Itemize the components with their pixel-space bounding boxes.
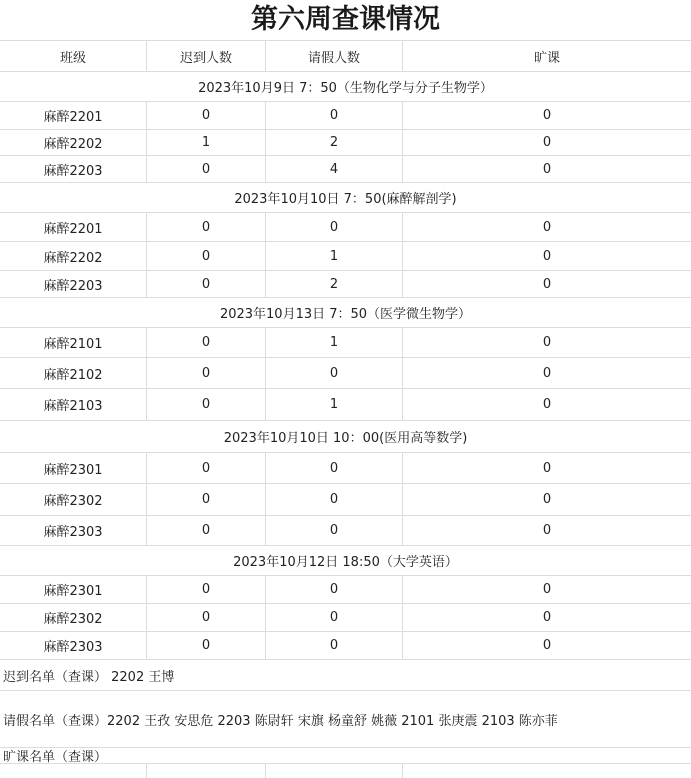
leave-cell: 0 <box>266 453 403 483</box>
section-heading: 2023年10月10日 10：00(医用高等数学) <box>0 421 691 453</box>
absent-cell: 0 <box>542 248 552 264</box>
late-cell: 0 <box>147 242 266 270</box>
class-cell: 麻醉2201 <box>0 102 147 129</box>
absent-cell: 0 <box>542 161 552 177</box>
leave-cell: 1 <box>266 242 403 270</box>
header-row <box>0 41 691 72</box>
leave-cell: 4 <box>266 156 403 182</box>
table-row <box>0 453 691 484</box>
class-cell: 麻醉2303 <box>0 632 147 659</box>
absent-cell: 0 <box>542 365 552 381</box>
section-heading: 2023年10月13日 7：50（医学微生物学） <box>0 298 691 328</box>
absent-cell: 0 <box>542 108 552 123</box>
class-cell: 麻醉2203 <box>0 156 147 182</box>
late-cell: 0 <box>147 453 266 483</box>
empty-cell <box>403 764 691 778</box>
leave-cell: 0 <box>266 213 403 241</box>
leave-cell: 1 <box>266 389 403 420</box>
empty-cell <box>266 764 403 778</box>
absent-cell: 0 <box>542 135 552 150</box>
section-heading: 2023年10月10日 7：50(麻醉解剖学) <box>0 183 691 213</box>
absent-cell: 0 <box>542 335 552 350</box>
header-class: 班级 <box>0 41 147 71</box>
late-cell: 0 <box>147 328 266 357</box>
late-list-note: 迟到名单（查课） 2202 王博 <box>0 660 691 691</box>
class-cell: 麻醉2201 <box>0 213 147 241</box>
late-cell: 0 <box>147 632 266 659</box>
table-row <box>0 328 691 358</box>
leave-list-note: 请假名单（查课）2202 王孜 安思危 2203 陈尉轩 宋旗 杨童舒 姚薇 2101 张庚震 2103 陈亦菲 <box>0 691 691 748</box>
sheet-title: 第六周查课情况 <box>0 0 691 41</box>
table-row <box>0 604 691 632</box>
table-row <box>0 389 691 421</box>
table-row <box>0 271 691 298</box>
late-cell: 1 <box>147 130 266 155</box>
leave-cell: 1 <box>266 328 403 357</box>
class-cell: 麻醉2101 <box>0 328 147 357</box>
table-row <box>0 484 691 516</box>
absent-cell: 0 <box>542 492 552 507</box>
absent-cell: 0 <box>542 523 552 538</box>
late-cell: 0 <box>147 516 266 545</box>
late-cell: 0 <box>147 604 266 631</box>
late-cell: 0 <box>147 576 266 603</box>
leave-cell: 2 <box>266 130 403 155</box>
leave-cell: 0 <box>266 632 403 659</box>
class-cell: 麻醉2203 <box>0 271 147 297</box>
leave-cell: 0 <box>266 484 403 515</box>
class-cell: 麻醉2303 <box>0 516 147 545</box>
class-cell: 麻醉2301 <box>0 576 147 603</box>
leave-cell: 0 <box>266 102 403 129</box>
absent-cell: 0 <box>542 610 552 625</box>
header-absent: 旷课 <box>533 50 560 66</box>
leave-cell: 2 <box>266 271 403 297</box>
leave-cell: 0 <box>266 358 403 388</box>
late-cell: 0 <box>147 389 266 420</box>
header-late: 迟到人数 <box>147 41 266 71</box>
table-row <box>0 130 691 156</box>
absent-cell: 0 <box>542 276 552 292</box>
class-cell: 麻醉2301 <box>0 453 147 483</box>
class-cell: 麻醉2102 <box>0 358 147 388</box>
table-row <box>0 102 691 130</box>
empty-cell <box>147 764 266 778</box>
late-cell: 0 <box>147 213 266 241</box>
empty-cell <box>0 764 147 778</box>
leave-cell: 0 <box>266 516 403 545</box>
section-heading: 2023年10月9日 7：50（生物化学与分子生物学） <box>0 72 691 102</box>
class-cell: 麻醉2202 <box>0 130 147 155</box>
table-row <box>0 358 691 389</box>
table-row <box>0 213 691 242</box>
absent-cell: 0 <box>542 582 552 597</box>
table-row <box>0 516 691 546</box>
trailing-row <box>0 764 691 778</box>
late-cell: 0 <box>147 102 266 129</box>
leave-cell: 0 <box>266 576 403 603</box>
absent-cell: 0 <box>542 638 552 653</box>
class-cell: 麻醉2302 <box>0 484 147 515</box>
class-cell: 麻醉2103 <box>0 389 147 420</box>
late-cell: 0 <box>147 358 266 388</box>
table-row <box>0 242 691 271</box>
late-cell: 0 <box>147 271 266 297</box>
class-cell: 麻醉2302 <box>0 604 147 631</box>
late-cell: 0 <box>147 484 266 515</box>
absent-cell: 0 <box>542 397 552 412</box>
absent-list-note: 旷课名单（查课） <box>0 748 691 764</box>
table-row <box>0 576 691 604</box>
leave-cell: 0 <box>266 604 403 631</box>
header-leave: 请假人数 <box>266 41 403 71</box>
section-heading: 2023年10月12日 18:50（大学英语） <box>0 546 691 576</box>
absent-cell: 0 <box>542 460 552 476</box>
table-row <box>0 632 691 660</box>
class-cell: 麻醉2202 <box>0 242 147 270</box>
absent-cell: 0 <box>542 219 552 235</box>
late-cell: 0 <box>147 156 266 182</box>
table-row <box>0 156 691 183</box>
